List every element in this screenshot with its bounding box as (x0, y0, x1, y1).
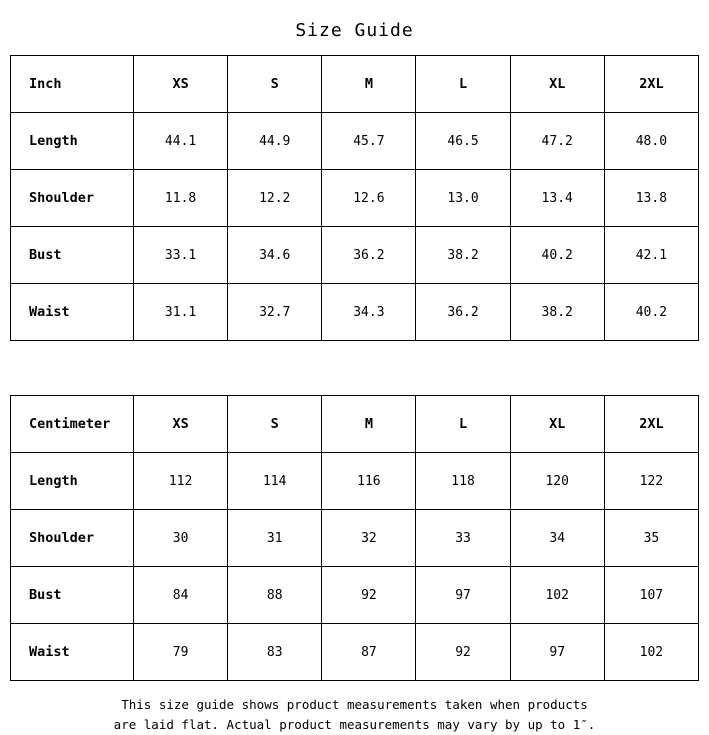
cell-shoulder-2xl: 35 (604, 510, 698, 567)
cell-waist-s: 83 (228, 624, 322, 681)
cell-shoulder-m: 32 (322, 510, 416, 567)
cell-waist-m: 34.3 (322, 284, 416, 341)
row-label-shoulder: Shoulder (11, 170, 134, 227)
table-row (11, 170, 699, 227)
column-header-l: L (416, 56, 510, 113)
cell-bust-xl: 40.2 (510, 227, 604, 284)
column-header-xs: XS (134, 396, 228, 453)
cell-bust-m: 36.2 (322, 227, 416, 284)
cell-waist-xs: 31.1 (134, 284, 228, 341)
column-header-xs: XS (134, 56, 228, 113)
cell-bust-2xl: 42.1 (604, 227, 698, 284)
table-header-row (11, 396, 699, 453)
cell-bust-l: 97 (416, 567, 510, 624)
cell-length-xs: 44.1 (134, 113, 228, 170)
table-row (11, 453, 699, 510)
cell-length-2xl: 48.0 (604, 113, 698, 170)
table-row (11, 624, 699, 681)
unit-header-centimeter: Centimeter (11, 396, 134, 453)
row-label-bust: Bust (11, 567, 134, 624)
cell-shoulder-2xl: 13.8 (604, 170, 698, 227)
cell-waist-xs: 79 (134, 624, 228, 681)
row-label-waist: Waist (11, 284, 134, 341)
cell-shoulder-xl: 13.4 (510, 170, 604, 227)
cell-shoulder-xs: 30 (134, 510, 228, 567)
column-header-xl: XL (510, 396, 604, 453)
inch-size-table (10, 55, 699, 341)
cell-bust-s: 88 (228, 567, 322, 624)
cell-length-xl: 120 (510, 453, 604, 510)
cell-bust-xs: 84 (134, 567, 228, 624)
page-title: Size Guide (295, 20, 414, 41)
column-header-xl: XL (510, 56, 604, 113)
cell-waist-xl: 38.2 (510, 284, 604, 341)
unit-header-inch: Inch (11, 56, 134, 113)
column-header-s: S (228, 56, 322, 113)
table-row (11, 284, 699, 341)
cell-shoulder-s: 31 (228, 510, 322, 567)
cell-length-m: 45.7 (322, 113, 416, 170)
size-guide-footnote (0, 681, 709, 735)
centimeter-size-table (10, 395, 699, 681)
cell-shoulder-l: 13.0 (416, 170, 510, 227)
cell-bust-s: 34.6 (228, 227, 322, 284)
cell-shoulder-xl: 34 (510, 510, 604, 567)
column-header-m: M (322, 56, 416, 113)
row-label-shoulder: Shoulder (11, 510, 134, 567)
cell-bust-xs: 33.1 (134, 227, 228, 284)
column-header-l: L (416, 396, 510, 453)
cell-waist-xl: 97 (510, 624, 604, 681)
cell-length-xl: 47.2 (510, 113, 604, 170)
column-header-s: S (228, 396, 322, 453)
cell-bust-xl: 102 (510, 567, 604, 624)
table-row (11, 567, 699, 624)
cell-shoulder-s: 12.2 (228, 170, 322, 227)
column-header-2xl: 2XL (604, 56, 698, 113)
column-header-m: M (322, 396, 416, 453)
cell-bust-m: 92 (322, 567, 416, 624)
cell-length-l: 46.5 (416, 113, 510, 170)
cell-shoulder-l: 33 (416, 510, 510, 567)
cell-waist-2xl: 40.2 (604, 284, 698, 341)
cell-waist-l: 36.2 (416, 284, 510, 341)
row-label-waist: Waist (11, 624, 134, 681)
cell-bust-l: 38.2 (416, 227, 510, 284)
cell-length-l: 118 (416, 453, 510, 510)
row-label-length: Length (11, 453, 134, 510)
cell-waist-s: 32.7 (228, 284, 322, 341)
column-header-2xl: 2XL (604, 396, 698, 453)
cell-length-s: 114 (228, 453, 322, 510)
cell-length-s: 44.9 (228, 113, 322, 170)
table-header-row (11, 56, 699, 113)
table-spacer (0, 341, 709, 395)
footnote-line-2: are laid flat. Actual product measurements may vary by up to 1″. (113, 717, 596, 732)
table-row (11, 227, 699, 284)
row-label-length: Length (11, 113, 134, 170)
row-label-bust: Bust (11, 227, 134, 284)
table-row (11, 510, 699, 567)
footnote-line-1: This size guide shows product measurements taken when products (121, 697, 588, 712)
cell-length-m: 116 (322, 453, 416, 510)
cell-shoulder-xs: 11.8 (134, 170, 228, 227)
table-row (11, 113, 699, 170)
cell-waist-m: 87 (322, 624, 416, 681)
cell-waist-2xl: 102 (604, 624, 698, 681)
cell-length-xs: 112 (134, 453, 228, 510)
cell-shoulder-m: 12.6 (322, 170, 416, 227)
cell-waist-l: 92 (416, 624, 510, 681)
cell-length-2xl: 122 (604, 453, 698, 510)
cell-bust-2xl: 107 (604, 567, 698, 624)
